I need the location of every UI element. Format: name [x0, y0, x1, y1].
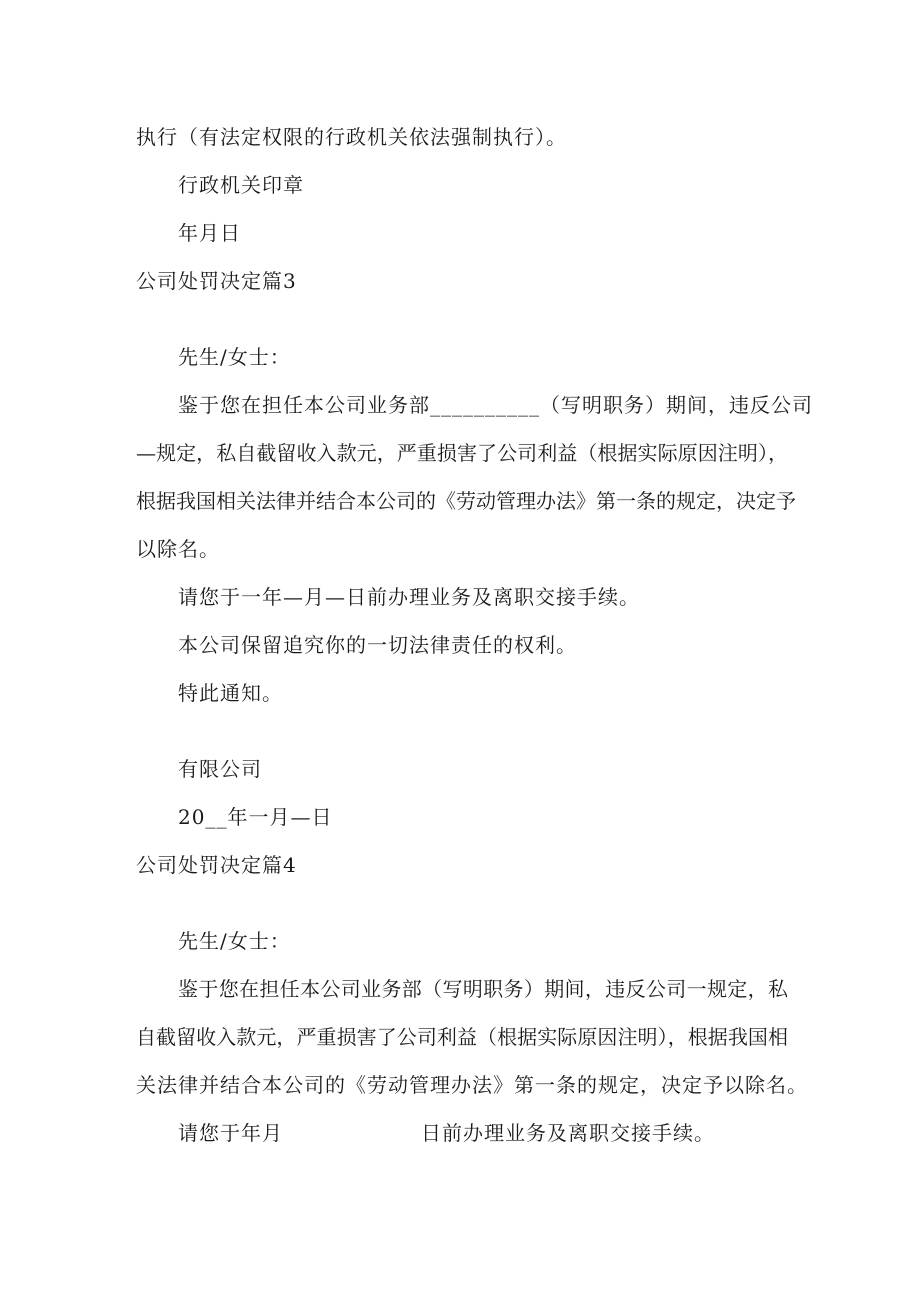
instruction-4	[178, 1119, 715, 1147]
salutation-4: 先生/女士：	[178, 929, 291, 953]
body-line-4-1: 鉴于您在担任本公司业务部（写明职务）期间，违反公司一规定，私	[178, 977, 788, 1001]
date-line: 年月日	[178, 221, 241, 245]
body-line-3-3: 根据我国相关法律并结合本公司的《劳动管理办法》第一条的规定，决定予	[136, 489, 796, 513]
section-heading-4: 公司处罚决定篇4	[136, 853, 297, 877]
body-line-3-1: 鉴于您在担任本公司业务部__________（写明职务）期间，违反公司	[178, 393, 813, 417]
body-line-4-3: 关法律并结合本公司的《劳动管理办法》第一条的规定，决定予以除名。	[136, 1073, 808, 1097]
date-3: 20__年一月—日	[178, 805, 333, 829]
salutation-3: 先生/女士：	[178, 345, 291, 369]
body-line-3-2: —规定，私自截留收入款元，严重损害了公司利益（根据实际原因注明），	[136, 441, 788, 465]
seal-line: 行政机关印章	[178, 173, 304, 197]
company-name-3: 有限公司	[178, 757, 262, 781]
instruction-4-part1: 请您于年月	[178, 1121, 283, 1145]
body-line-4-2: 自截留收入款元，严重损害了公司利益（根据实际原因注明），根据我国相	[136, 1025, 788, 1049]
instruction-3: 请您于一年—月—日前办理业务及离职交接手续。	[178, 585, 640, 609]
body-line-3-4: 以除名。	[136, 537, 220, 561]
notice-3: 特此通知。	[178, 681, 283, 705]
section-heading-3: 公司处罚决定篇3	[136, 269, 297, 293]
reserve-rights-3: 本公司保留追究你的一切法律责任的权利。	[178, 633, 577, 657]
paragraph-line: 执行（有法定权限的行政机关依法强制执行）。	[136, 125, 567, 149]
instruction-4-part2: 日前办理业务及离职交接手续。	[421, 1121, 715, 1145]
